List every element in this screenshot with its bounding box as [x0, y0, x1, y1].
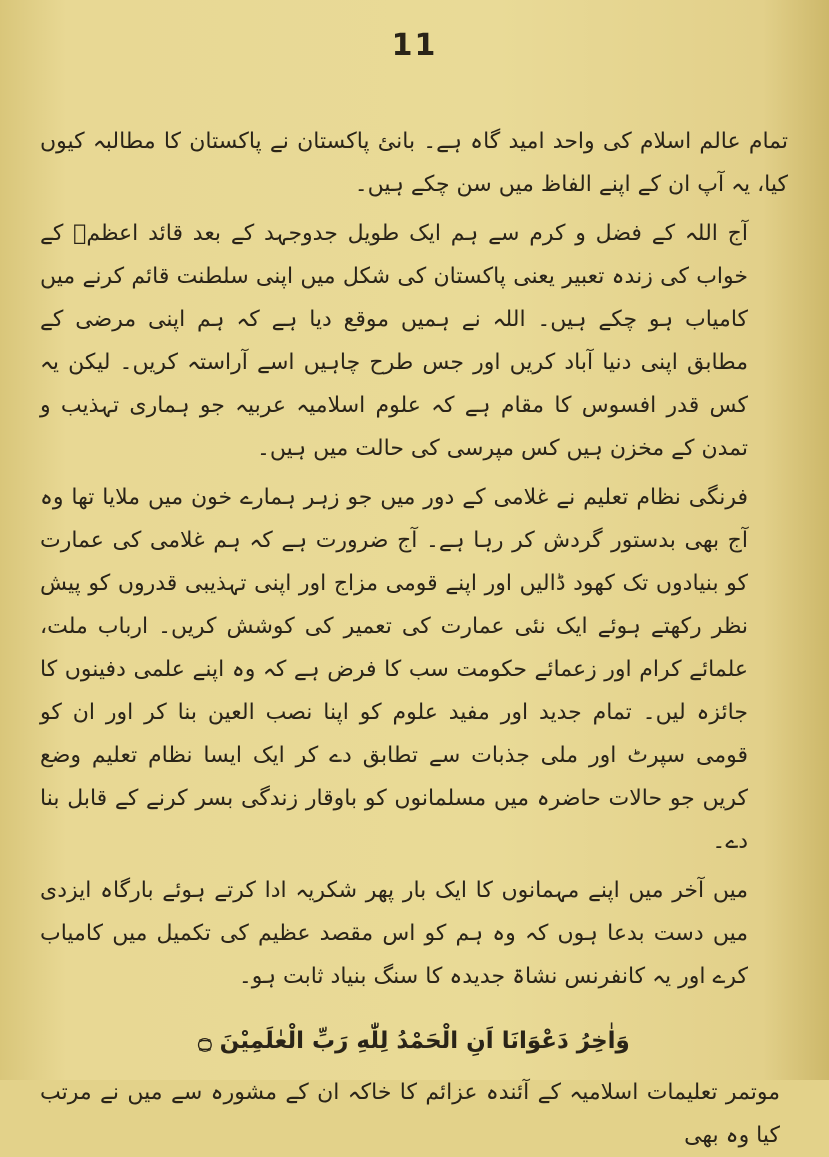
paragraph-3: فرنگی نظام تعلیم نے غلامی کے دور میں جو زہر ہمارے خون میں ملایا تھا وہ آج بھی بدستور گردش کر رہا ہے۔ آج ضرورت ہے کہ ہم غلامی کی عمارت کو بنیادوں تک کھود ڈالیں اور اپنے قومی مزاج اور اپنی تہذیبی قدروں کو پیش نظر رکھتے ہوئے ایک نئی عمارت کی تعمیر کی کوشش کریں۔ ارباب ملت، علمائے کرام اور زعمائے حکومت سب کا فرض ہے کہ وہ اپنے علمی دفینوں کا جائزہ لیں۔ تمام جدید اور مفید علوم کو اپنا نصب العین بنا کر اور ان کو قومی سپرٹ اور ملی جذبات سے تطابق دے کر ایک ایسا نظام تعلیم وضع کریں جو حالات حاضرہ میں مسلمانوں کو باوقار زندگی بسر کرنے کے قابل بنا دے۔ [40, 485, 748, 854]
paragraph-4: میں آخر میں اپنے مہمانوں کا ایک بار پھر شکریہ ادا کرتے ہوئے بارگاہ ایزدی میں دست بدعا ہوں کہ وہ ہم کو اس مقصد عظیم کی تکمیل میں کامیاب کرے اور یہ کانفرنس نشاۃ جدیدہ کا سنگ بنیاد ثابت ہو۔ [40, 878, 748, 989]
paragraph-2: آج اللہ کے فضل و کرم سے ہم ایک طویل جدوجہد کے بعد قائد اعظمؒ کے خواب کی زندہ تعبیر یعنی پاکستان کی شکل میں اپنی سلطنت قائم کرنے میں کامیاب ہو چکے ہیں۔ اللہ نے ہمیں موقع دیا ہے کہ ہم اپنی مرضی کے مطابق اپنی دنیا آباد کریں اور جس طرح چاہیں اسے آراستہ کریں۔ لیکن یہ کس قدر افسوس کا مقام ہے کہ علوم اسلامیہ عربیہ جو ہماری تہذیب و تمدن کے مخزن ہیں کس مپرسی کی حالت میں ہیں۔ [40, 221, 748, 461]
document-body [40, 120, 788, 1157]
closing-prayer: وَاٰخِرُ دَعْوَانَا اَنِ الْحَمْدُ لِلّٰهِ رَبِّ الْعٰلَمِيْنَ ۝ [198, 1028, 630, 1054]
footnote-line: موتمر تعلیمات اسلامیہ کے آئندہ عزائم کا خاکہ ان کے مشورہ سے میں نے مرتب کیا وہ بھی [40, 1080, 780, 1148]
paragraph-1: تمام عالم اسلام کی واحد امید گاہ ہے۔ بانئ پاکستان نے پاکستان کا مطالبہ کیوں کیا، یہ آپ ان کے اپنے الفاظ میں سن چکے ہیں۔ [40, 129, 788, 197]
page-number: 11 [391, 28, 438, 63]
